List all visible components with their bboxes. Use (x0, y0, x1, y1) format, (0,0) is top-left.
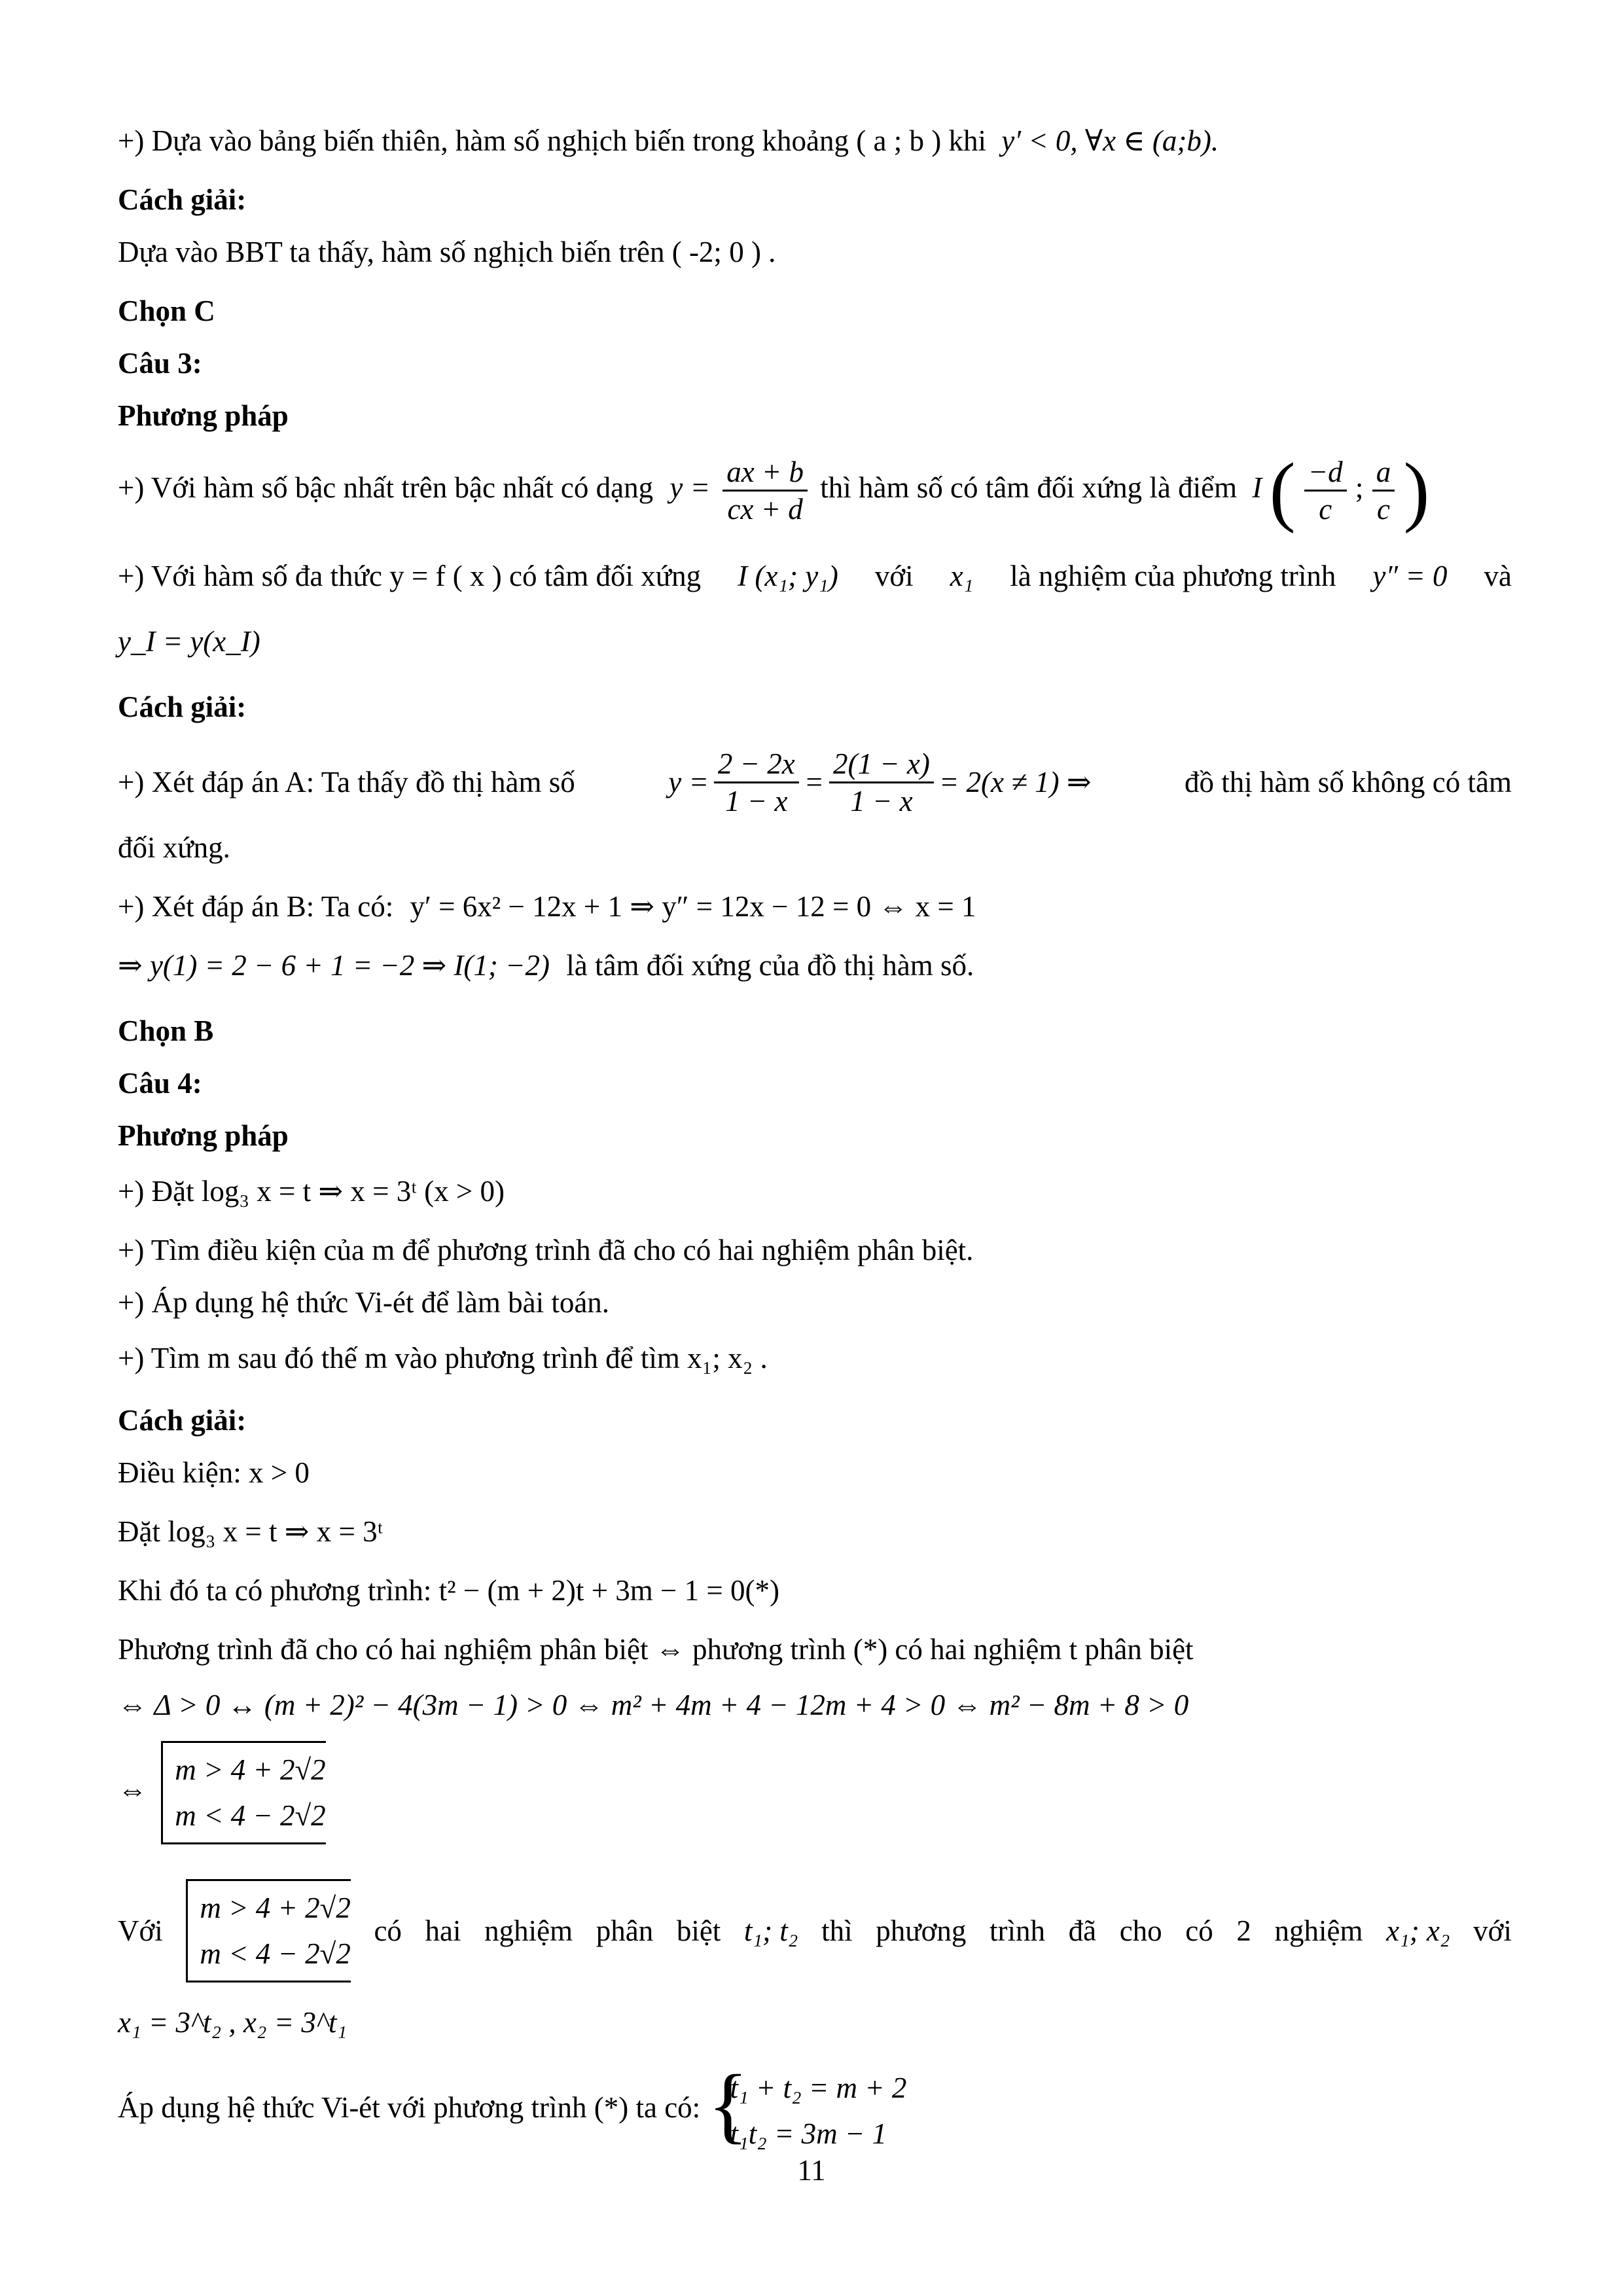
heading-answer: Chọn C (118, 295, 215, 327)
method-step: +) Tìm điều kiện của m để phương trình đã cho có hai nghiệm phân biệt. (118, 1234, 974, 1266)
method-step: +) Áp dụng hệ thức Vi-ét để làm bài toán. (118, 1286, 610, 1319)
page-number: 11 (797, 2154, 826, 2187)
fraction: $\frac{2(1 - x)}{1 - x}$ (829, 746, 934, 819)
text-line: đối xứng. (118, 831, 230, 864)
fraction: $\frac{-d}{c}$ (1304, 454, 1347, 527)
heading-solution: Cách giải: (118, 691, 247, 723)
line-option-b-result: ⇒ y(1) = 2 − 6 + 1 = −2 ⇒ I(1; −2) là tâm đối xứng của đồ thị hàm số. (118, 949, 974, 982)
heading-solution: Cách giải: (118, 1404, 247, 1437)
line-option-b: +) Xét đáp án B: Ta có: y′ = 6x² − 12x + 1 ⇒ y″ = 12x − 12 = 0 ⇔ x = 1 (118, 890, 976, 923)
math-line: x₁ = 3^t₂ , x₂ = 3^t₁ (118, 2006, 347, 2039)
condition-set: ⇔ m > 4 + 2√2 m < 4 − 2√2 (118, 1741, 1512, 1844)
bracket-condition: m > 4 + 2√2 m < 4 − 2√2 (161, 1741, 325, 1844)
bracket-condition: m > 4 + 2√2 m < 4 − 2√2 (186, 1879, 350, 1982)
text-line: Đặt log₃ x = t ⇒ x = 3ᵗ (118, 1515, 383, 1548)
line-method-decreasing: +) Dựa vào bảng biến thiên, hàm số nghịch biến trong khoảng ( a ; b ) khi y′ < 0, ∀x ∈ (a;b). (118, 124, 1219, 157)
heading-question-3: Câu 3: (118, 347, 202, 380)
method-step: +) Đặt log₃ x = t ⇒ x = 3ᵗ (x > 0) (118, 1175, 505, 1208)
line-symmetry-center-rational: +) Với hàm số bậc nhất trên bậc nhất có dạng y = $\frac{ax + b}{cx + d}$ thì hàm số có tâm đối xứng là điểm I ( $\frac{-d}{c}$ ; $\frac{a}{c}$ ) (118, 446, 1430, 534)
math-line: ⇔ Δ > 0 ↔ (m + 2)² − 4(3m − 1) > 0 ⇔ m² + 4m + 4 − 12m + 4 > 0 ⇔ m² − 8m + 8 > 0 (118, 1689, 1189, 1721)
fraction: $\frac{a}{c}$ (1372, 454, 1395, 527)
line-vieta: Áp dụng hệ thức Vi-ét với phương trình (*) ta có: { t₁ + t₂ = m + 2 t₁t₂ = 3m − 1 (118, 2062, 1512, 2157)
heading-answer: Chọn B (118, 1014, 214, 1047)
math-line: y_I = y(x_I) (118, 625, 260, 658)
heading-method: Phương pháp (118, 1119, 289, 1152)
heading-question-4: Câu 4: (118, 1067, 202, 1100)
line-with-condition: Với m > 4 + 2√2 m < 4 − 2√2 có hai nghiệm phân biệt t₁; t₂ thì phương trình đã cho có 2 nghiệm x₁; x₂ với (118, 1878, 1512, 1983)
line-symmetry-center-polynomial: +) Với hàm số đa thức y = f ( x ) có tâm đối xứng I (x₁; y₁) với x₁ là nghiệm của phương trình y″ = 0 và (118, 560, 1512, 592)
system-of-equations: { t₁ + t₂ = m + 2 t₁t₂ = 3m − 1 (707, 2057, 907, 2152)
method-step: +) Tìm m sau đó thế m vào phương trình để tìm x₁; x₂ . (118, 1342, 768, 1374)
text-line: Phương trình đã cho có hai nghiệm phân biệt ⇔ phương trình (*) có hai nghiệm t phân biệt (118, 1633, 1194, 1666)
fraction: $\frac{2 - 2x}{1 - x}$ (714, 746, 799, 819)
heading-method: Phương pháp (118, 399, 289, 432)
line-option-a: +) Xét đáp án A: Ta thấy đồ thị hàm số y = $\frac{2 - 2x}{1 - x}$ = $\frac{2(1 - x)}{1 - x}$ = 2(x ≠ 1) ⇒ đồ thị hàm số không có tâm (118, 747, 1512, 817)
fraction: $\frac{ax + b}{cx + d}$ (722, 454, 808, 527)
text-line: Dựa vào BBT ta thấy, hàm số nghịch biến trên ( -2; 0 ) . (118, 236, 776, 268)
text-line: Khi đó ta có phương trình: t² − (m + 2)t + 3m − 1 = 0(*) (118, 1574, 779, 1607)
heading-solution: Cách giải: (118, 183, 247, 216)
text-line: Điều kiện: x > 0 (118, 1456, 310, 1489)
math-derivative-condition: y′ < 0, ∀x ∈ (a;b). (1001, 124, 1219, 157)
